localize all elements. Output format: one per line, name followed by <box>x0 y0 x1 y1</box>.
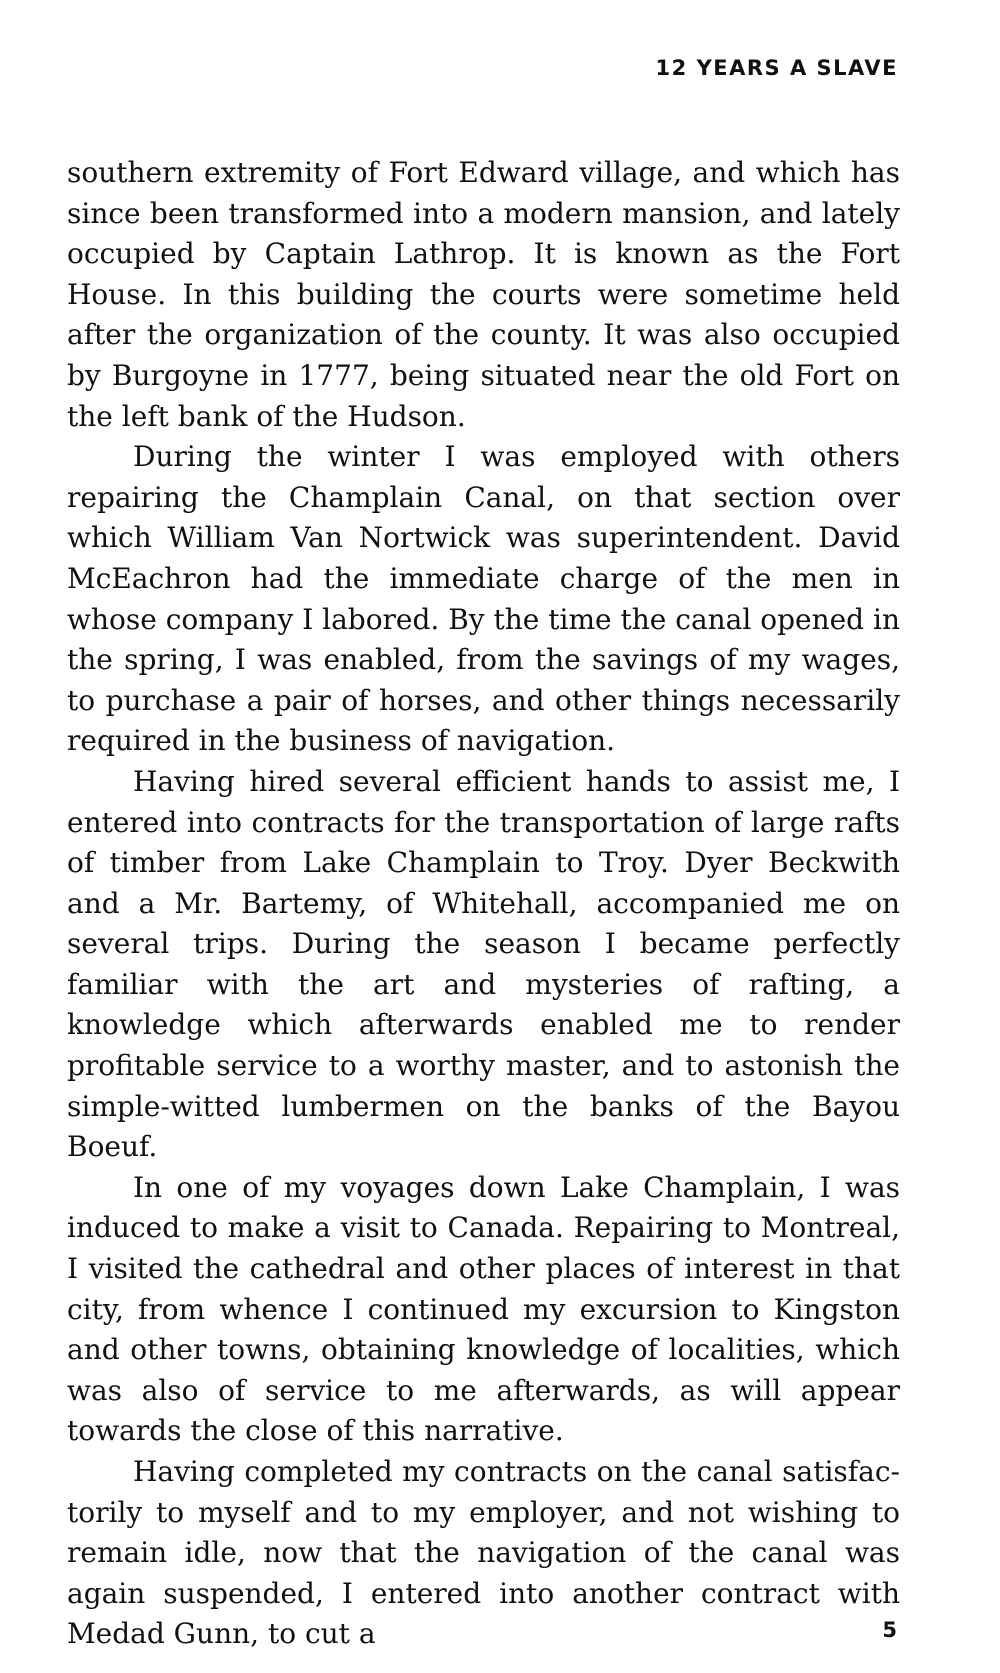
paragraph: Having hired several efficient hands to assist me, I entered into contracts for the transportation of large rafts of timber from Lake Champlain to Troy. Dyer Beckwith and a Mr. Bartemy, of Whitehall, accompanied me on several trips. During the season I became perfectly familiar with the art and mysteries of rafting, a knowledge which afterwards enabled me to render profitable service to a worthy master, and to astonish the simple-witted lumbermen on the banks of the Bayou Boeuf. <box>67 764 900 1164</box>
paragraph: During the winter I was employed with others repairing the Champlain Canal, on that section over which William Van Nortwick was superintendent. David McEachron had the immediate charge of the men in whose company I labored. By the time the canal opened in the spring, I was enabled, from the savings of my wages, to purchase a pair of horses, and other things necessarily required in the business of navigation. <box>67 440 900 758</box>
paragraph: In one of my voyages down Lake Champlain, I was induced to make a visit to Canada. Repairing to Montreal, I visited the cathedral and other places of interest in that city, from whence I continued my excursion to Kingston and other towns, obtaining knowledge of localities, which was also of service to me afterwards, as will appear towards the close of this narrative. <box>67 1170 900 1448</box>
body-text <box>67 153 900 1655</box>
paragraph: southern extremity of Fort Edward village, and which has since been transformed into a modern mansion, and lately occupied by Captain Lathrop. It is known as the Fort House. In this building the courts were sometime held after the organization of the county. It was also occupied by Burgoyne in 1777, being situated near the old Fort on the left bank of the Hudson. <box>67 156 900 433</box>
page-number: 5 <box>882 1618 897 1642</box>
paragraph: Having completed my contracts on the canal satisfactorily to myself and to my employer, and not wishing to remain idle, now that the navigation of the canal was again suspended, I entered into another contract with Medad Gunn, to cut a <box>67 1455 900 1651</box>
running-head: 12 YEARS A SLAVE <box>655 56 898 80</box>
